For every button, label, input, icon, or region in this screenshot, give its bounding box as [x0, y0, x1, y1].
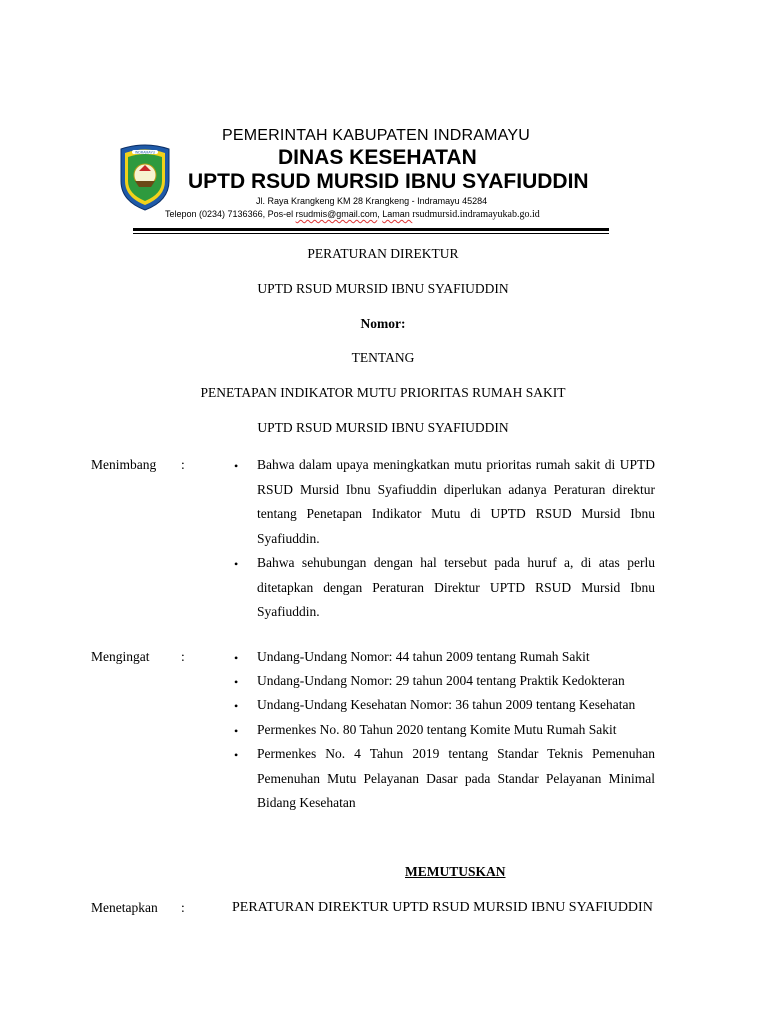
menimbang-label: Menimbang	[91, 457, 157, 472]
logo-caption: INDRAMAYU	[134, 150, 156, 155]
menetapkan-colon: :	[181, 900, 185, 915]
mengingat-item-5: Permenkes No. 4 Tahun 2019 tentang Standar Teknis Pemenuhan Pemenuhan Mutu Pelayanan Dasar pada Standar Pelayanan Minimal Bidang Kesehatan	[257, 746, 655, 810]
doc-number: Nomor:	[360, 316, 406, 331]
email-link[interactable]: rsudmis@gmail.com	[295, 209, 378, 219]
contact-separator: ,	[377, 209, 383, 219]
mengingat-item-1: Undang-Undang Nomor: 44 tahun 2009 tentang Rumah Sakit	[257, 649, 590, 664]
unit-name: UPTD RSUD MURSID IBNU SYAFIUDDIN	[188, 170, 589, 193]
header-divider-thin	[133, 233, 609, 234]
contact-line	[165, 209, 540, 220]
bullet-marker: •	[234, 557, 239, 571]
website-label: Laman	[382, 209, 413, 219]
doc-title-institution: UPTD RSUD MURSID IBNU SYAFIUDDIN	[257, 281, 509, 296]
bullet-marker: •	[234, 748, 239, 762]
agency-name: DINAS KESEHATAN	[278, 146, 477, 169]
mengingat-item-4: Permenkes No. 80 Tahun 2020 tentang Komite Mutu Rumah Sakit	[257, 722, 617, 737]
mengingat-item-2: Undang-Undang Nomor: 29 tahun 2004 tentang Praktik Kedokteran	[257, 673, 625, 688]
bullet-marker: •	[234, 675, 239, 689]
header-divider-thick	[133, 228, 609, 231]
bullet-marker: •	[234, 459, 239, 473]
bullet-marker: •	[234, 651, 239, 665]
doc-subject-institution: UPTD RSUD MURSID IBNU SYAFIUDDIN	[257, 420, 509, 435]
menimbang-item-2: Bahwa sehubungan dengan hal tersebut pada huruf a, di atas perlu ditetapkan dengan Peraturan Direktur UPTD RSUD Mursid Ibnu Syafiuddin.	[257, 555, 655, 619]
memutuskan-heading: MEMUTUSKAN	[405, 864, 506, 879]
mengingat-colon: :	[181, 649, 185, 664]
menimbang-item-1: Bahwa dalam upaya meningkatkan mutu prioritas rumah sakit di UPTD RSUD Mursid Ibnu Syafiuddin diperlukan adanya Peraturan direktur tentang Penetapan Indikator Mutu di UPTD RSUD Mursid Ibnu Syafiuddin.	[257, 457, 655, 546]
mengingat-item-3: Undang-Undang Kesehatan Nomor: 36 tahun 2009 tentang Kesehatan	[257, 697, 636, 712]
doc-about: TENTANG	[351, 350, 415, 365]
bullet-marker: •	[234, 724, 239, 738]
doc-subject: PENETAPAN INDIKATOR MUTU PRIORITAS RUMAH SAKIT	[200, 385, 566, 400]
doc-title: PERATURAN DIREKTUR	[307, 246, 459, 261]
address-line: Jl. Raya Krangkeng KM 28 Krangkeng - Indramayu 45284	[256, 196, 488, 206]
bullet-marker: •	[234, 699, 239, 713]
government-name: PEMERINTAH KABUPATEN INDRAMAYU	[222, 127, 530, 144]
menetapkan-value: PERATURAN DIREKTUR UPTD RSUD MURSID IBNU SYAFIUDDIN	[232, 900, 653, 915]
mengingat-label: Mengingat	[91, 649, 150, 664]
menimbang-colon: :	[181, 457, 185, 472]
website-link[interactable]: rsudmursid.indramayukab.go.id	[412, 209, 540, 220]
menetapkan-label: Menetapkan	[91, 900, 158, 915]
phone-text: Telepon (0234) 7136366, Pos-el	[165, 209, 296, 219]
regency-emblem-logo	[117, 141, 173, 211]
